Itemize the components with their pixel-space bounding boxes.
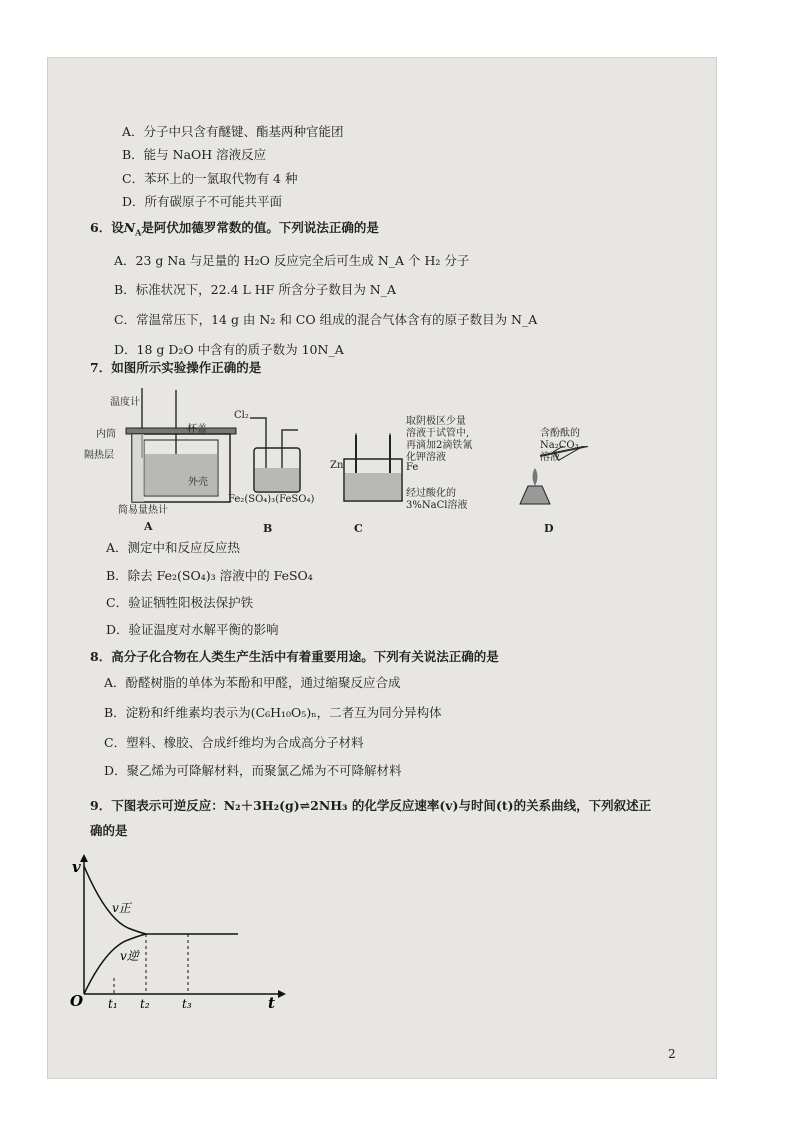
- iron-label: Fe: [406, 462, 419, 473]
- zinc-label: Zn: [330, 460, 344, 471]
- q6-option-b: B．标准状况下，22.4 L HF 所含分子数目为 N_A: [114, 282, 397, 297]
- calorimeter-caption: 简易量热计: [118, 505, 168, 516]
- q5-option-c: C．苯环上的一氯取代物有 4 种: [122, 171, 298, 186]
- cathode-note-line2: 溶液于试管中,: [406, 428, 470, 439]
- gas-wash-bottle-diagram: [244, 408, 314, 508]
- q8-option-b: B．淀粉和纤维素均表示为(C₆H₁₀O₅)ₙ，二者互为同分异构体: [104, 705, 442, 720]
- chlorine-label: Cl₂: [234, 410, 249, 421]
- exam-page: [48, 58, 716, 1078]
- ferric-sulfate-label: Fe₂(SO₄)₃(FeSO₄): [228, 494, 315, 505]
- figure-b-letter: B: [263, 522, 273, 535]
- forward-rate-label: v正: [112, 901, 131, 915]
- q8-option-c: C．塑料、橡胶、合成纤维均为合成高分子材料: [104, 735, 364, 750]
- cathode-note-line4: 化钾溶液: [406, 452, 446, 463]
- t1-tick: t₁: [108, 997, 118, 1008]
- inner-cylinder-label: 内筒: [96, 429, 116, 440]
- phenolphthalein-label-line3: 溶液: [540, 452, 560, 463]
- q8-stem: 8．高分子化合物在人类生产生活中有着重要用途。下列有关说法正确的是: [90, 649, 499, 664]
- t3-tick: t₃: [182, 997, 192, 1008]
- q7-option-c: C．验证牺牲阳极法保护铁: [106, 595, 254, 610]
- outer-shell-label: 外壳: [188, 477, 208, 488]
- y-axis-label: v: [72, 858, 81, 876]
- phenolphthalein-label-line1: 含酚酞的: [540, 428, 580, 439]
- q6-option-d: D．18 g D₂O 中含有的质子数为 10N_A: [114, 342, 344, 357]
- origin-label: O: [70, 992, 84, 1008]
- rate-time-graph: [68, 848, 288, 1008]
- figure-d-letter: D: [544, 522, 554, 535]
- q5-option-b: B．能与 NaOH 溶液反应: [122, 147, 267, 162]
- q9-stem-line2: 确的是: [90, 823, 128, 838]
- reverse-rate-label: v逆: [120, 949, 139, 963]
- q6-stem: 6．设$N_A$是阿伏加德罗常数的值。下列说法正确的是: [90, 220, 379, 238]
- figure-c-letter: C: [354, 522, 363, 535]
- q7-option-a: A．测定中和反应反应热: [106, 540, 241, 555]
- figure-a-letter: A: [144, 520, 153, 533]
- q6-option-c: C．常温常压下，14 g 由 N₂ 和 CO 组成的混合气体含有的原子数目为 N_A: [114, 312, 538, 327]
- q5-option-d: D．所有碳原子不可能共平面: [122, 194, 283, 209]
- nacl-solution-line2: 3%NaCl溶液: [406, 500, 468, 511]
- q6-option-a: A．23 g Na 与足量的 H₂O 反应完全后可生成 N_A 个 H₂ 分子: [114, 253, 470, 268]
- q8-option-d: D．聚乙烯为可降解材料，而聚氯乙烯为不可降解材料: [104, 763, 402, 778]
- q9-stem-line1: 9．下图表示可逆反应：N₂＋3H₂(g)⇌2NH₃ 的化学反应速率(v)与时间(t)的关系曲线，下列叙述正: [90, 798, 652, 813]
- cathode-note-line3: 再滴加2滴铁氰: [406, 440, 473, 451]
- insulation-label: 隔热层: [84, 450, 114, 461]
- q5-option-a: A．分子中只含有醚键、酯基两种官能团: [122, 124, 344, 139]
- t2-tick: t₂: [140, 997, 150, 1008]
- page-number: 2: [668, 1047, 676, 1061]
- phenolphthalein-label-line2: Na₂CO₃: [540, 440, 579, 451]
- lid-label: 杯盖: [187, 424, 207, 435]
- q7-stem: 7．如图所示实验操作正确的是: [90, 360, 262, 375]
- x-axis-label: t: [268, 994, 275, 1008]
- thermometer-label: 温度计: [110, 397, 140, 408]
- cathode-note-line1: 取阴极区少量: [406, 416, 466, 427]
- q7-option-d: D．验证温度对水解平衡的影响: [106, 622, 279, 637]
- nacl-solution-line1: 经过酸化的: [406, 488, 456, 499]
- q8-option-a: A．酚醛树脂的单体为苯酚和甲醛，通过缩聚反应合成: [104, 675, 401, 690]
- q7-option-b: B．除去 Fe₂(SO₄)₃ 溶液中的 FeSO₄: [106, 568, 313, 583]
